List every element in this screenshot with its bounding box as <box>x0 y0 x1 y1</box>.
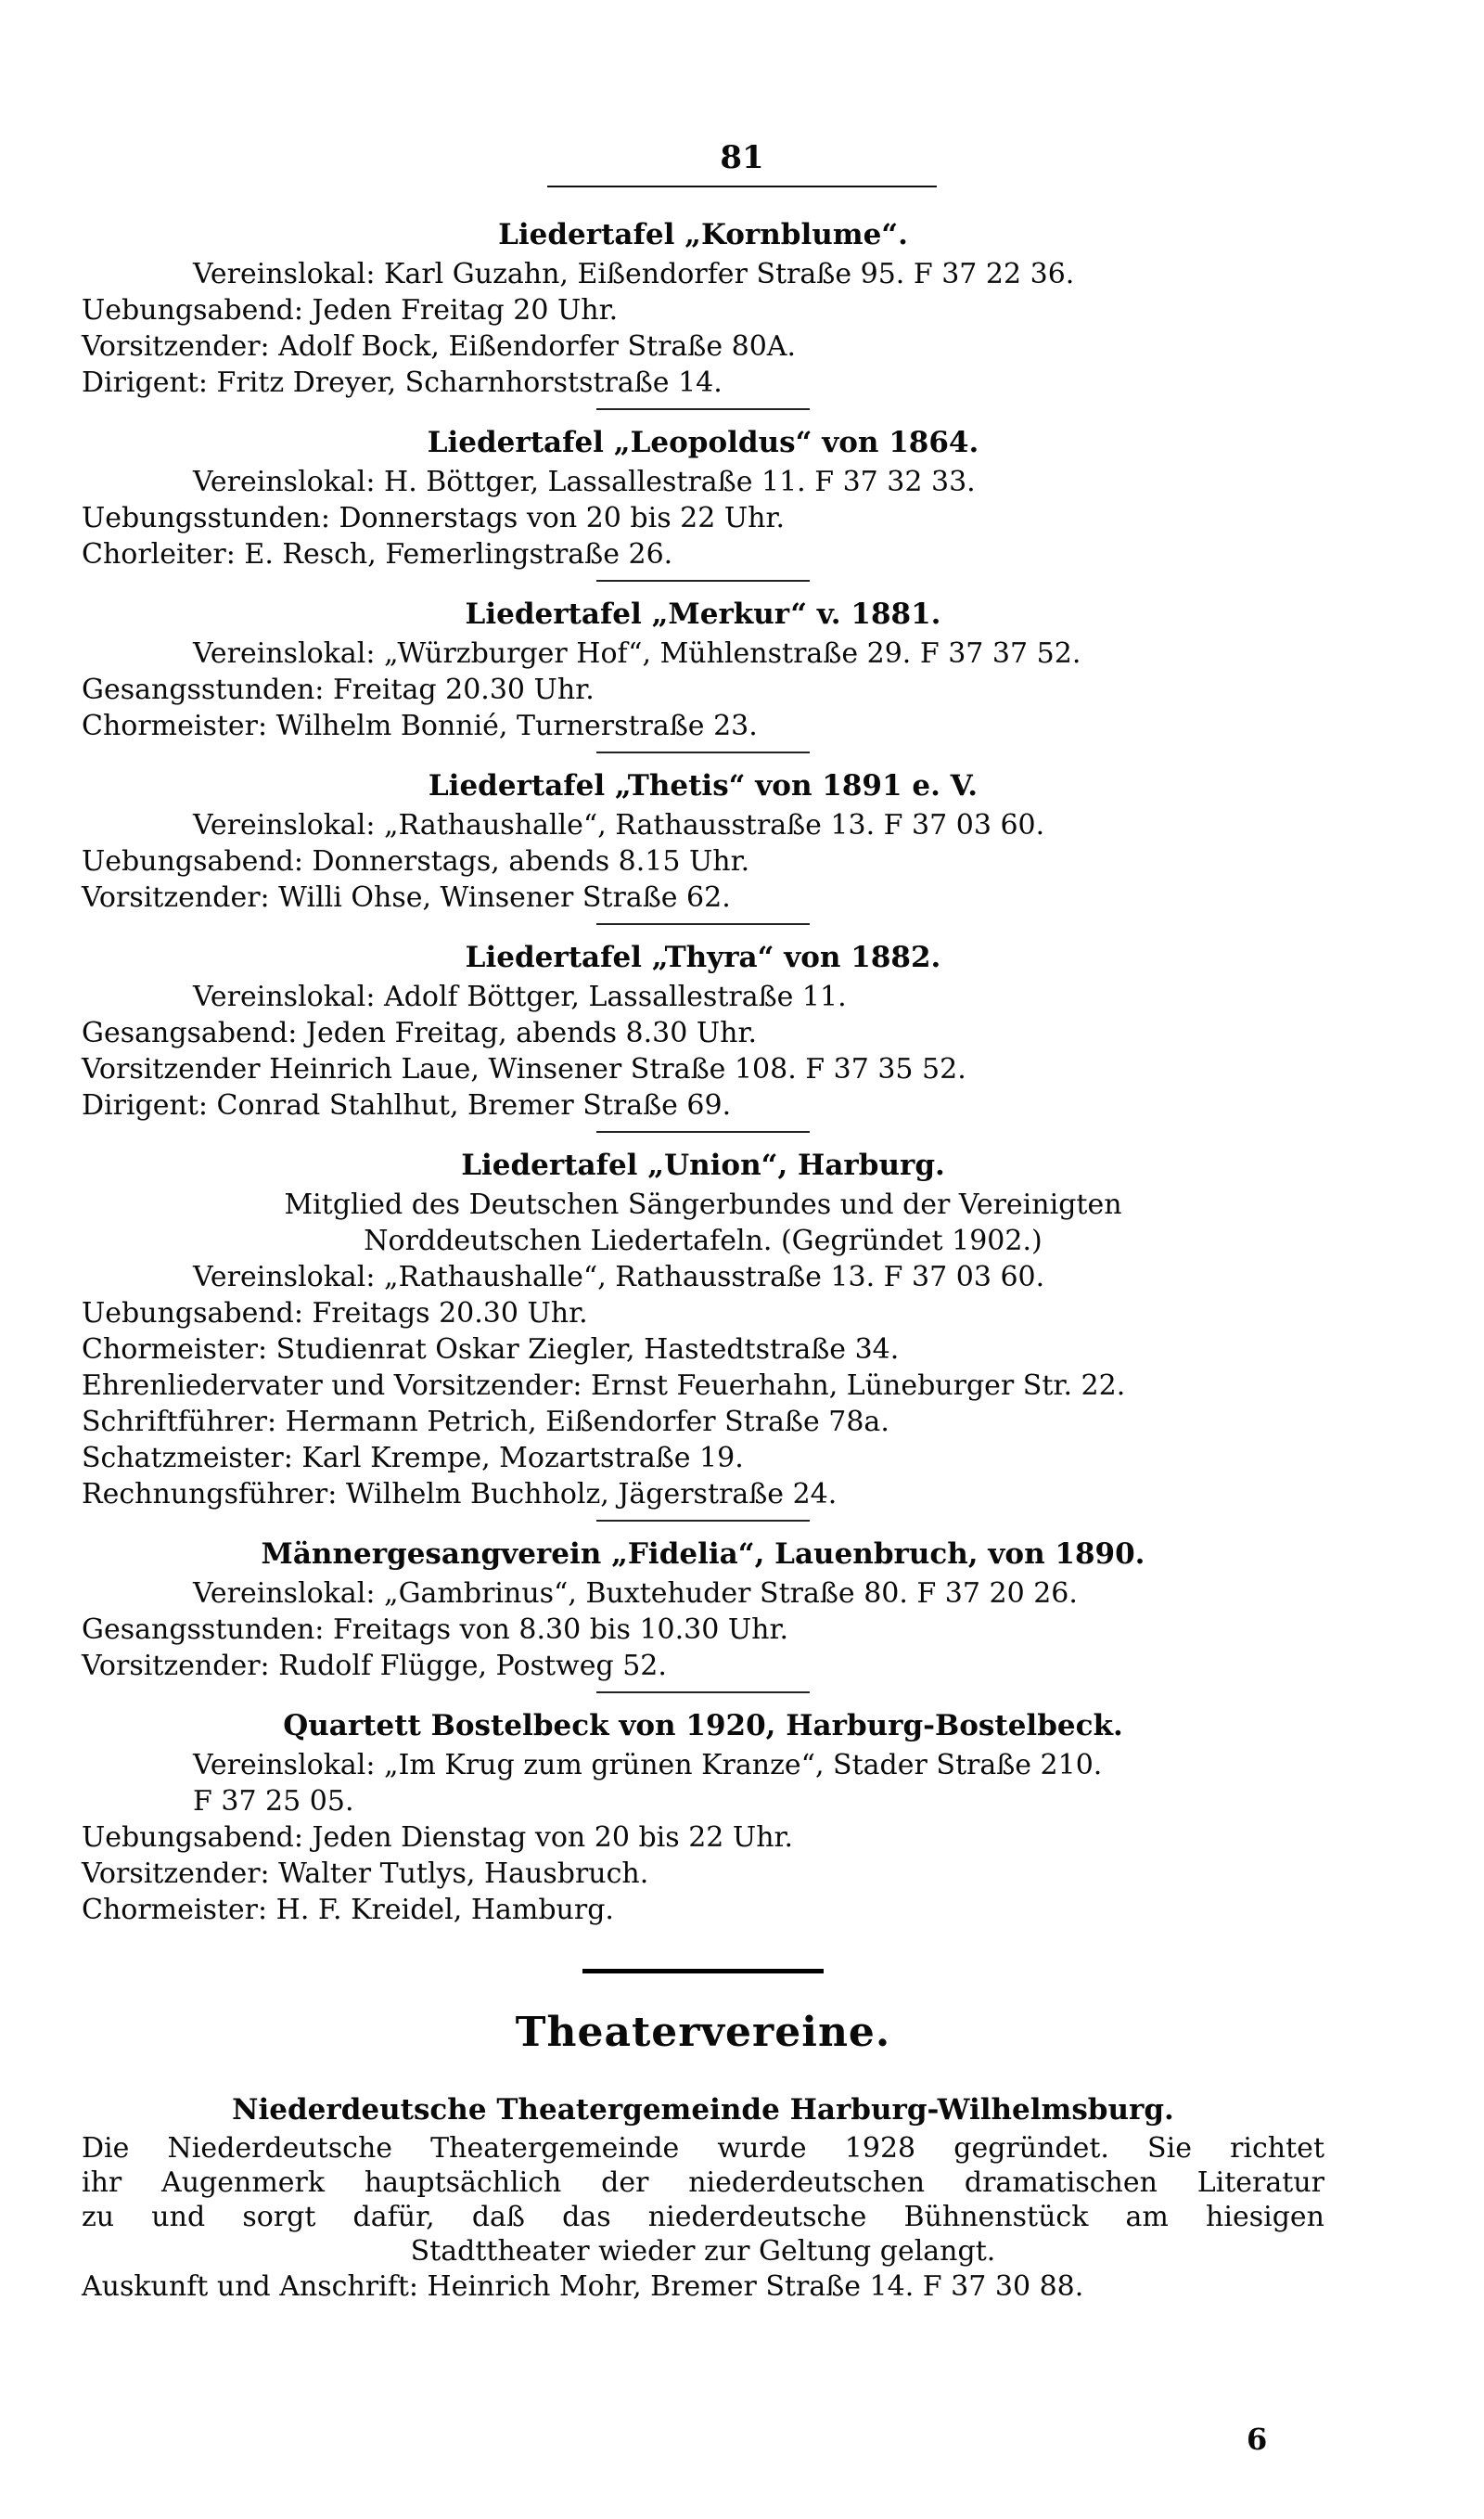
entry-title: Männergesangverein „Fidelia“, Lauenbruch, von 1890. <box>261 1537 1145 1571</box>
entry-title: Liedertafel „Leopoldus“ von 1864. <box>427 426 979 459</box>
entry-line: Chormeister: Studienrat Oskar Ziegler, Hastedtstraße 34. <box>82 1333 900 1366</box>
entry-separator <box>596 1520 810 1522</box>
entry-title: Niederdeutsche Theatergemeinde Harburg-Wilhelmsburg. <box>232 2093 1174 2127</box>
entry-separator <box>596 1691 810 1693</box>
entry-thyra <box>82 938 1324 1124</box>
entry-separator <box>596 752 810 753</box>
entry-line: Norddeutschen Liedertafeln. (Gegründet 1902.) <box>364 1225 1043 1257</box>
entry-line: Vorsitzender: Adolf Bock, Eißendorfer Straße 80A. <box>82 330 796 363</box>
paragraph-line: ihr Augenmerk hauptsächlich der niederdeutschen dramatischen Literatur <box>82 2166 1324 2199</box>
entry-line: Vereinslokal: „Rathaushalle“, Rathausstraße 13. F 37 03 60. <box>193 809 1045 842</box>
entry-line: Uebungsabend: Donnerstags, abends 8.15 Uhr. <box>82 845 750 878</box>
entry-line: Vereinslokal: „Gambrinus“, Buxtehuder Straße 80. F 37 20 26. <box>193 1577 1078 1610</box>
entry-line: Dirigent: Fritz Dreyer, Scharnhorststraße 14. <box>82 366 723 399</box>
entry-title: Liedertafel „Union“, Harburg. <box>461 1149 945 1182</box>
entry-line: Rechnungsführer: Wilhelm Buchholz, Jägerstraße 24. <box>82 1478 838 1510</box>
page-number: 81 <box>720 139 764 176</box>
entries-list <box>82 215 1324 2308</box>
entry-line: Vereinslokal: „Rathaushalle“, Rathausstraße 13. F 37 03 60. <box>193 1261 1045 1293</box>
entry-line: Chorleiter: E. Resch, Femerlingstraße 26. <box>82 538 673 571</box>
entry-line: Vereinslokal: Adolf Böttger, Lassallestraße 11. <box>193 981 847 1013</box>
paragraph-line: Die Niederdeutsche Theatergemeinde wurde 1928 gegründet. Sie richtet <box>82 2132 1324 2165</box>
entry-separator <box>596 580 810 582</box>
entry-line: Dirigent: Conrad Stahlhut, Bremer Straße 69. <box>82 1089 732 1122</box>
entry-union <box>82 1146 1324 1512</box>
paragraph-line: Stadttheater wieder zur Geltung gelangt. <box>410 2235 996 2268</box>
entry-line: Uebungsstunden: Donnerstags von 20 bis 22 Uhr. <box>82 502 786 534</box>
entry-line: Vereinslokal: H. Böttger, Lassallestraße 11. F 37 32 33. <box>193 466 976 498</box>
entry-line: F 37 25 05. <box>193 1785 354 1818</box>
entry-line: Chormeister: H. F. Kreidel, Hamburg. <box>82 1894 614 1926</box>
entry-line: Vorsitzender: Willi Ohse, Winsener Straße 62. <box>82 881 731 914</box>
entry-line: Vorsitzender: Rudolf Flügge, Postweg 52. <box>82 1650 667 1682</box>
entry-leopoldus <box>82 423 1324 572</box>
header-rule <box>547 186 937 187</box>
entry-line: Vorsitzender: Walter Tutlys, Hausbruch. <box>82 1857 649 1890</box>
sheet-signature: 6 <box>1247 2422 1268 2457</box>
entry-line: Vorsitzender Heinrich Laue, Winsener Straße 108. F 37 35 52. <box>82 1053 966 1086</box>
entry-theatergemeinde <box>82 2090 1324 2305</box>
entry-separator <box>596 923 810 925</box>
entry-line: Chormeister: Wilhelm Bonnié, Turnerstraße 23. <box>82 710 758 742</box>
entry-line: Uebungsabend: Jeden Dienstag von 20 bis 22 Uhr. <box>82 1821 794 1854</box>
entry-line: Gesangsstunden: Freitag 20.30 Uhr. <box>82 674 595 706</box>
entry-merkur <box>82 595 1324 744</box>
entry-line: Uebungsabend: Jeden Freitag 20 Uhr. <box>82 294 619 327</box>
entry-kornblume <box>82 215 1324 401</box>
entry-line: Vereinslokal: „Im Krug zum grünen Kranze“, Stader Straße 210. <box>193 1749 1103 1781</box>
entry-title: Liedertafel „Thetis“ von 1891 e. V. <box>428 769 979 803</box>
entry-line: Schriftführer: Hermann Petrich, Eißendorfer Straße 78a. <box>82 1406 889 1438</box>
entry-line: Gesangsstunden: Freitags von 8.30 bis 10.30 Uhr. <box>82 1613 789 1646</box>
section-separator <box>582 1969 824 1973</box>
entry-thetis <box>82 766 1324 916</box>
entry-title: Liedertafel „Thyra“ von 1882. <box>465 941 941 974</box>
entry-separator <box>596 408 810 410</box>
entry-line: Vereinslokal: Karl Guzahn, Eißendorfer Straße 95. F 37 22 36. <box>193 258 1075 290</box>
entry-line: Uebungsabend: Freitags 20.30 Uhr. <box>82 1297 588 1330</box>
entry-title: Quartett Bostelbeck von 1920, Harburg-Bostelbeck. <box>283 1709 1123 1742</box>
entry-bostelbeck <box>82 1706 1324 1928</box>
contact-line: Auskunft und Anschrift: Heinrich Mohr, Bremer Straße 14. F 37 30 88. <box>82 2270 1084 2303</box>
entry-line: Vereinslokal: „Würzburger Hof“, Mühlenstraße 29. F 37 37 52. <box>193 637 1081 670</box>
entry-line: Gesangsabend: Jeden Freitag, abends 8.30 Uhr. <box>82 1017 758 1049</box>
entry-line: Schatzmeister: Karl Krempe, Mozartstraße 19. <box>82 1442 744 1474</box>
entry-line: Mitglied des Deutschen Sängerbundes und der Vereinigten <box>284 1189 1122 1221</box>
entry-separator <box>596 1131 810 1133</box>
paragraph-line: zu und sorgt dafür, daß das niederdeutsche Bühnenstück am hiesigen <box>82 2201 1324 2233</box>
entry-line: Ehrenliedervater und Vorsitzender: Ernst Feuerhahn, Lüneburger Str. 22. <box>82 1369 1126 1402</box>
entry-title: Liedertafel „Merkur“ v. 1881. <box>465 598 941 631</box>
entry-title: Liedertafel „Kornblume“. <box>498 218 908 251</box>
section-title: Theatervereine. <box>515 2009 891 2056</box>
entry-fidelia <box>82 1535 1324 1684</box>
